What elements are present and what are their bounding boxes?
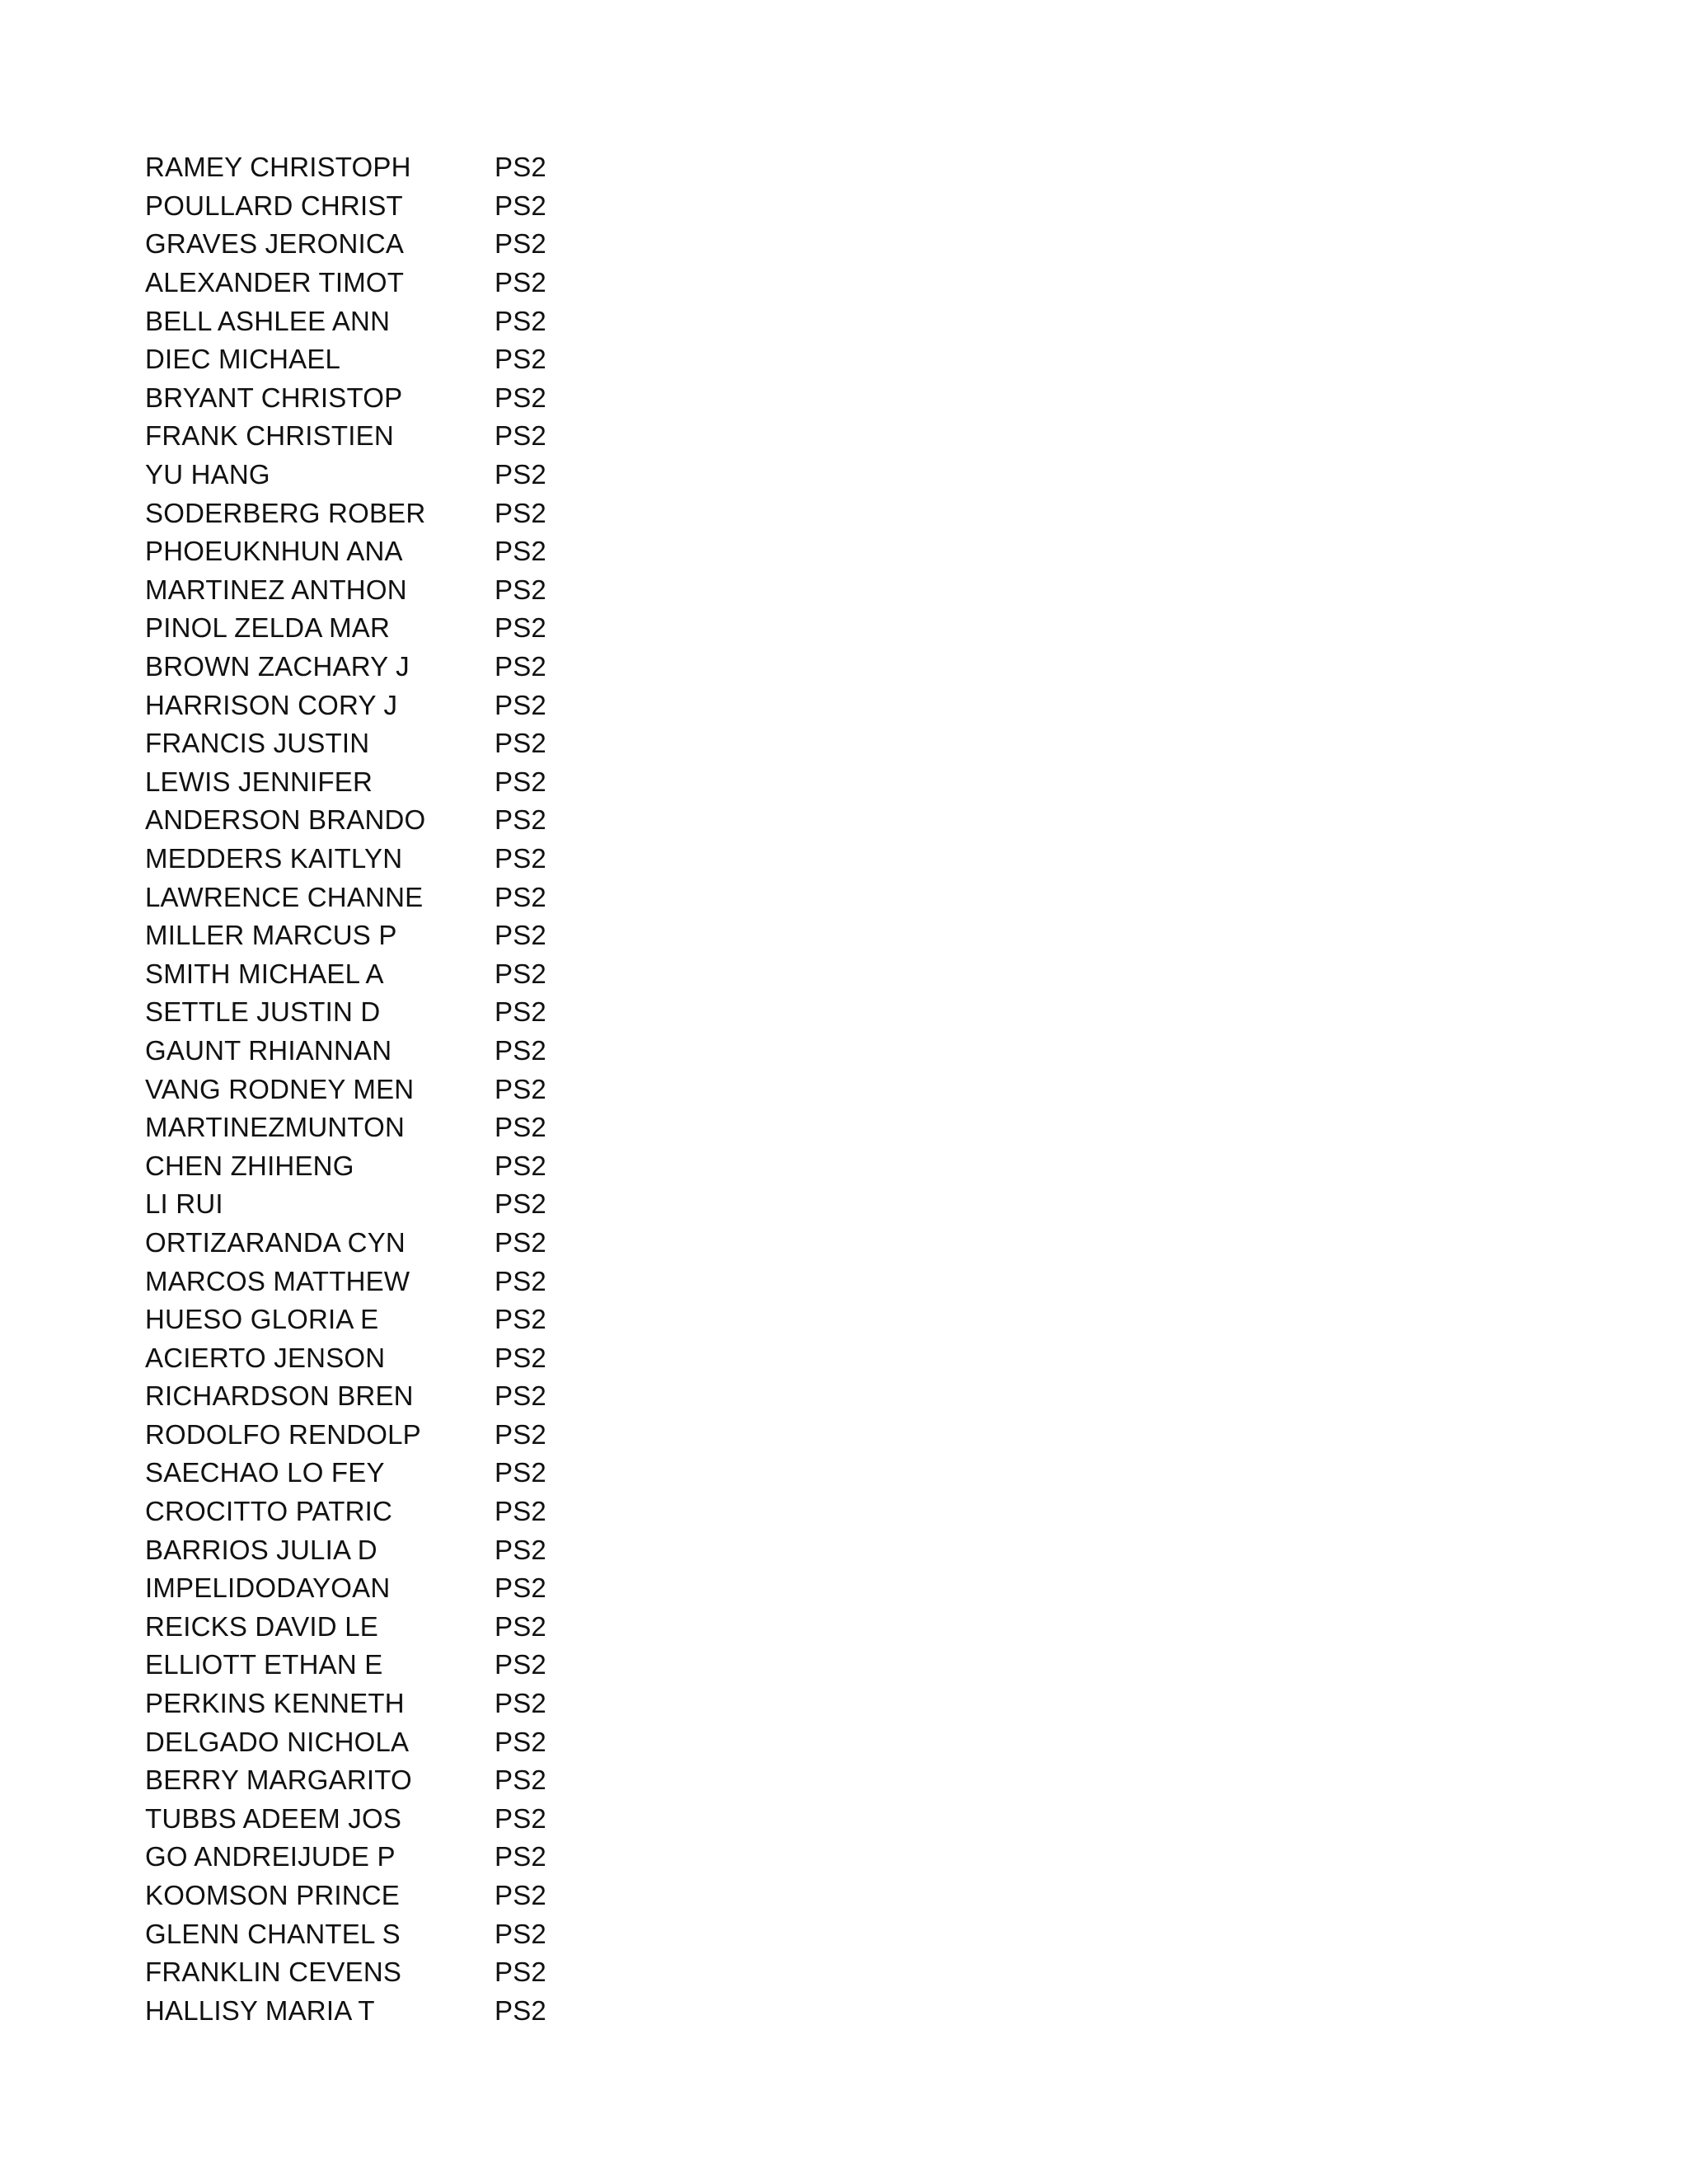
person-name: TUBBS ADEEM JOS xyxy=(145,1802,402,1834)
group-code: PS2 xyxy=(495,382,546,413)
person-name: FRANKLIN CEVENS xyxy=(145,1957,402,1988)
person-name: SAECHAO LO FEY xyxy=(145,1457,385,1488)
person-name: SETTLE JUSTIN D xyxy=(145,996,381,1028)
group-code: PS2 xyxy=(495,1496,546,1527)
group-code: PS2 xyxy=(495,1188,546,1220)
list-item xyxy=(145,1262,640,1301)
list-item xyxy=(145,1454,640,1493)
person-name: BRYANT CHRISTOP xyxy=(145,382,403,413)
group-code: PS2 xyxy=(495,574,546,605)
list-item xyxy=(145,993,640,1032)
group-code: PS2 xyxy=(495,267,546,298)
group-code: PS2 xyxy=(495,1802,546,1834)
list-item xyxy=(145,840,640,879)
group-code: PS2 xyxy=(495,190,546,221)
person-name: ORTIZARANDA CYN xyxy=(145,1226,406,1258)
person-name: YU HANG xyxy=(145,459,270,490)
group-code: PS2 xyxy=(495,1342,546,1373)
name-list xyxy=(145,148,640,2030)
list-item xyxy=(145,187,640,226)
person-name: DELGADO NICHOLA xyxy=(145,1726,410,1757)
list-item xyxy=(145,1569,640,1608)
group-code: PS2 xyxy=(495,1957,546,1988)
list-item xyxy=(145,1416,640,1455)
list-item xyxy=(145,1108,640,1147)
group-code: PS2 xyxy=(495,497,546,528)
list-item xyxy=(145,724,640,763)
group-code: PS2 xyxy=(495,459,546,490)
person-name: RODOLFO RENDOLP xyxy=(145,1418,421,1450)
person-name: RAMEY CHRISTOPH xyxy=(145,152,411,183)
list-item xyxy=(145,1530,640,1569)
group-code: PS2 xyxy=(495,1418,546,1450)
list-item xyxy=(145,225,640,264)
person-name: CROCITTO PATRIC xyxy=(145,1496,392,1527)
person-name: DIEC MICHAEL xyxy=(145,344,341,375)
group-code: PS2 xyxy=(495,920,546,951)
list-item xyxy=(145,494,640,532)
group-code: PS2 xyxy=(495,1649,546,1680)
group-code: PS2 xyxy=(495,1457,546,1488)
list-item xyxy=(145,1722,640,1761)
list-item xyxy=(145,379,640,418)
group-code: PS2 xyxy=(495,344,546,375)
group-code: PS2 xyxy=(495,1112,546,1143)
person-name: BERRY MARGARITO xyxy=(145,1765,412,1796)
list-item xyxy=(145,1301,640,1339)
person-name: GRAVES JERONICA xyxy=(145,228,405,260)
group-code: PS2 xyxy=(495,1765,546,1796)
person-name: SODERBERG ROBER xyxy=(145,497,426,528)
list-item xyxy=(145,571,640,610)
group-code: PS2 xyxy=(495,728,546,759)
person-name: LEWIS JENNIFER xyxy=(145,766,373,797)
person-name: FRANK CHRISTIEN xyxy=(145,420,394,452)
person-name: GAUNT RHIANNAN xyxy=(145,1034,392,1066)
list-item xyxy=(145,302,640,340)
person-name: KOOMSON PRINCE xyxy=(145,1880,401,1911)
list-item xyxy=(145,1070,640,1108)
person-name: LI RUI xyxy=(145,1188,223,1220)
group-code: PS2 xyxy=(495,1265,546,1296)
person-name: HARRISON CORY J xyxy=(145,689,398,720)
group-code: PS2 xyxy=(495,305,546,336)
group-code: PS2 xyxy=(495,536,546,567)
person-name: HUESO GLORIA E xyxy=(145,1304,379,1335)
list-item xyxy=(145,148,640,187)
list-item xyxy=(145,1185,640,1224)
group-code: PS2 xyxy=(495,1841,546,1872)
group-code: PS2 xyxy=(495,152,546,183)
group-code: PS2 xyxy=(495,612,546,644)
group-code: PS2 xyxy=(495,651,546,682)
list-item xyxy=(145,456,640,494)
group-code: PS2 xyxy=(495,1534,546,1565)
person-name: BELL ASHLEE ANN xyxy=(145,305,391,336)
list-item xyxy=(145,1146,640,1185)
group-code: PS2 xyxy=(495,1726,546,1757)
group-code: PS2 xyxy=(495,1610,546,1642)
list-item xyxy=(145,954,640,993)
person-name: CHEN ZHIHENG xyxy=(145,1150,354,1181)
list-item xyxy=(145,763,640,802)
list-item xyxy=(145,1992,640,2031)
list-item xyxy=(145,686,640,724)
group-code: PS2 xyxy=(495,766,546,797)
list-item xyxy=(145,1877,640,1915)
group-code: PS2 xyxy=(495,804,546,836)
group-code: PS2 xyxy=(495,1918,546,1949)
group-code: PS2 xyxy=(495,1226,546,1258)
group-code: PS2 xyxy=(495,996,546,1028)
list-item xyxy=(145,1761,640,1800)
person-name: HALLISY MARIA T xyxy=(145,1994,375,2026)
group-code: PS2 xyxy=(495,1304,546,1335)
group-code: PS2 xyxy=(495,842,546,874)
person-name: MILLER MARCUS P xyxy=(145,920,397,951)
group-code: PS2 xyxy=(495,1034,546,1066)
group-code: PS2 xyxy=(495,1380,546,1412)
person-name: ELLIOTT ETHAN E xyxy=(145,1649,383,1680)
person-name: MEDDERS KAITLYN xyxy=(145,842,403,874)
list-item xyxy=(145,532,640,571)
person-name: BROWN ZACHARY J xyxy=(145,651,410,682)
person-name: PHOEUKNHUN ANA xyxy=(145,536,403,567)
group-code: PS2 xyxy=(495,1150,546,1181)
list-item xyxy=(145,1685,640,1723)
group-code: PS2 xyxy=(495,1880,546,1911)
person-name: MARCOS MATTHEW xyxy=(145,1265,410,1296)
group-code: PS2 xyxy=(495,228,546,260)
list-item xyxy=(145,340,640,379)
person-name: ALEXANDER TIMOT xyxy=(145,267,405,298)
person-name: GO ANDREIJUDE P xyxy=(145,1841,396,1872)
list-item xyxy=(145,609,640,648)
list-item xyxy=(145,1838,640,1877)
list-item xyxy=(145,1646,640,1685)
person-name: REICKS DAVID LE xyxy=(145,1610,378,1642)
list-item xyxy=(145,1493,640,1531)
list-item xyxy=(145,648,640,687)
person-name: LAWRENCE CHANNE xyxy=(145,881,424,912)
person-name: MARTINEZMUNTON xyxy=(145,1112,406,1143)
person-name: IMPELIDODAYOAN xyxy=(145,1572,391,1604)
group-code: PS2 xyxy=(495,958,546,989)
group-code: PS2 xyxy=(495,1572,546,1604)
group-code: PS2 xyxy=(495,1688,546,1719)
person-name: GLENN CHANTEL S xyxy=(145,1918,401,1949)
list-item xyxy=(145,264,640,302)
list-item xyxy=(145,1032,640,1071)
list-item xyxy=(145,801,640,840)
person-name: ANDERSON BRANDO xyxy=(145,804,426,836)
list-item xyxy=(145,1800,640,1839)
group-code: PS2 xyxy=(495,881,546,912)
list-item xyxy=(145,1338,640,1377)
person-name: SMITH MICHAEL A xyxy=(145,958,384,989)
person-name: ACIERTO JENSON xyxy=(145,1342,386,1373)
list-item xyxy=(145,916,640,955)
person-name: FRANCIS JUSTIN xyxy=(145,728,370,759)
list-item xyxy=(145,1224,640,1263)
person-name: PINOL ZELDA MAR xyxy=(145,612,391,644)
group-code: PS2 xyxy=(495,420,546,452)
person-name: BARRIOS JULIA D xyxy=(145,1534,377,1565)
person-name: MARTINEZ ANTHON xyxy=(145,574,407,605)
person-name: POULLARD CHRIST xyxy=(145,190,403,221)
group-code: PS2 xyxy=(495,1073,546,1104)
person-name: RICHARDSON BREN xyxy=(145,1380,414,1412)
list-item xyxy=(145,1915,640,1953)
person-name: PERKINS KENNETH xyxy=(145,1688,405,1719)
person-name: VANG RODNEY MEN xyxy=(145,1073,415,1104)
group-code: PS2 xyxy=(495,689,546,720)
list-item xyxy=(145,1953,640,1992)
group-code: PS2 xyxy=(495,1994,546,2026)
list-item xyxy=(145,1377,640,1416)
list-item xyxy=(145,417,640,456)
list-item xyxy=(145,1608,640,1647)
list-item xyxy=(145,878,640,916)
